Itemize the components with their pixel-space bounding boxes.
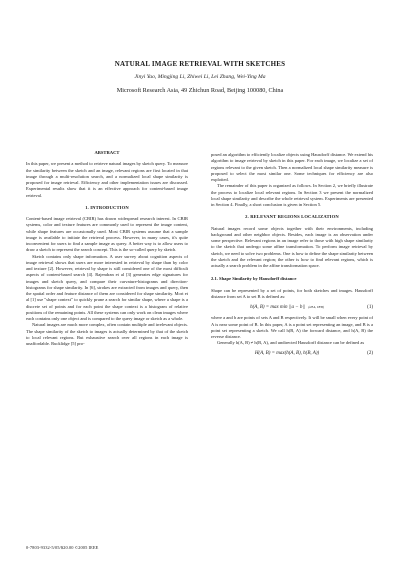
equation-2 <box>211 351 373 357</box>
intro-paragraph-3: Natural images are much more complex, often contain multiple and irrelevant objects. The shape similarity of the sketch to images is actually determined by that of the sketch to local relevant regions. But exhaustive search over all regions in each image is unaffordable. Rucklidge [5] pro- <box>26 322 188 346</box>
paper-authors: Jinyi Yao, Mingjing Li, Zhiwei Li, Lei Zhang, Wei-Ying Ma <box>134 74 266 80</box>
equation-1-sub-max: a∈A <box>309 305 316 309</box>
section2-paragraph: Natural images record some objects together with their environments, including background and other neighbor objects. Besides, each image is an observation under some perspective. Relevant regions in an image refer to those with high shape similarity to the sketch that undergo some affine transformation. To perform image retrieval by sketch, we need to solve two problems. One is how to define the shape similarity between the sketch and the relevant region; the other is how to find relevant regions, which is actually a search problem in the affine transformation space. <box>211 225 373 268</box>
abstract-text: In this paper, we present a method to retrieve natural images by sketch query. To measure the similarity between the sketch and an image, relevant regions are first located in that image through a multi-resolution search, and a normalized local shape similarity is proposed for image retrieval. Efficiency and other implementation issues are discussed. Experimental results show that it is an effective approach for content-based image retrieval. <box>26 161 188 198</box>
equation-1-number: (1) <box>367 304 373 310</box>
copyright-footer: 0-7803-9332-5/05/$20.00 ©2005 IEEE <box>26 545 99 550</box>
equation-2-text: H(A, B) = max(h(A, B), h(B, A)) <box>254 350 320 356</box>
subsection-heading-hausdorff: 2.1. Shape Similarity by Hausdorff distance <box>211 276 297 282</box>
equation-1 <box>211 304 373 311</box>
equation-1-subscripts: (a∈A, b∈B) <box>308 305 324 309</box>
paper-affiliation: Microsoft Research Asia, 49 Zhichun Road, Beijing 100080, China <box>116 87 284 94</box>
section-heading-localization: 2. RELEVANT REGIONS LOCALIZATION <box>245 214 339 220</box>
hausdorff-paragraph-3: Generally h(A, B) ≠ h(B, A), and undirected Hausdorff distance can be defined as <box>217 340 365 346</box>
equation-2-number: (2) <box>367 350 373 356</box>
outline-paragraph: The remainder of this paper is organized as follows. In Section 2, we briefly illustrate the process to localize local relevant regions. In Section 3 we present the normalized local shape similarity and describe the whole retrieval system. Experiments are presented in Section 4. Finally, a short conclusion is given in Section 5. <box>211 183 373 207</box>
intro-paragraph-1: Content-based image retrieval (CBIR) has drawn widespread research interest. In CBIR systems, color and texture features are commonly used to represent the image content, while shape features are occasionally used. Most CBIR systems assume that a sample image is available to initiate the retrieval process. However, in many cases, it's quite inconvenient for users to find a sample image as query. A better way is to allow users to draw a sketch to represent the search concept. This is the so-called query by sketch. <box>26 216 188 253</box>
equation-1-text: h(A, B) = max min ||a − b|| <box>250 305 306 310</box>
abstract-heading: ABSTRACT <box>94 150 120 155</box>
equation-1-body <box>211 304 363 311</box>
paper-title: NATURAL IMAGE RETRIEVAL WITH SKETCHES <box>114 60 286 68</box>
hausdorff-paragraph-1: Shape can be represented by a set of points, for both sketches and images. Hausdorff distance from set A to set B is defined as: <box>211 287 373 299</box>
section-heading-introduction: 1. INTRODUCTION <box>85 204 129 210</box>
equation-1-sub-min: b∈B <box>316 305 323 309</box>
intro-paragraph-2: Sketch contains only shape information. A user survey about cognition aspects of image retrieval shows that users are more interested in retrieval by shape than by color and texture [2]. However, retrieval by shape is still considered one of the most difficult aspects of content-based search [4]. Rajendran et al [3] generates edge signatures for images and sketch query, and compare their curvature-histograms and direction-histograms for shape similarity. In [6], strokes are extracted from images and query, then the spatial order and feature distance of them are considered for shape similarity. Mori et al [1] use "shape context" to quickly prune a search for similar shape, where a shape is a discrete set of points and for each point the shape context is a histogram of relative positions of the remaining points. All these systems can only work on clean images where each contains only one object and is compared to the query image or sketch as a whole. <box>26 253 188 321</box>
intro-continuation-paragraph: posed an algorithm to efficiently localize objects using Hausdorff distance. We extend his algorithm to image retrieval by sketch in this paper. For each image, we localize a set of regions relevant to the given sketch. Then a normalized local shape similarity measure is proposed to select the most similar one. Some techniques for efficiency are also exploited. <box>211 152 373 182</box>
left-column <box>26 150 188 347</box>
hausdorff-paragraph-2: where a and b are points of sets A and B respectively. It will be small when every point of A is near some point of B. In this paper, A is a point set representing an image, and B is a point set representing a sketch. We call h(B, A) the forward distance, and h(A, B) the reverse distance. <box>211 315 373 339</box>
right-column <box>211 152 373 361</box>
